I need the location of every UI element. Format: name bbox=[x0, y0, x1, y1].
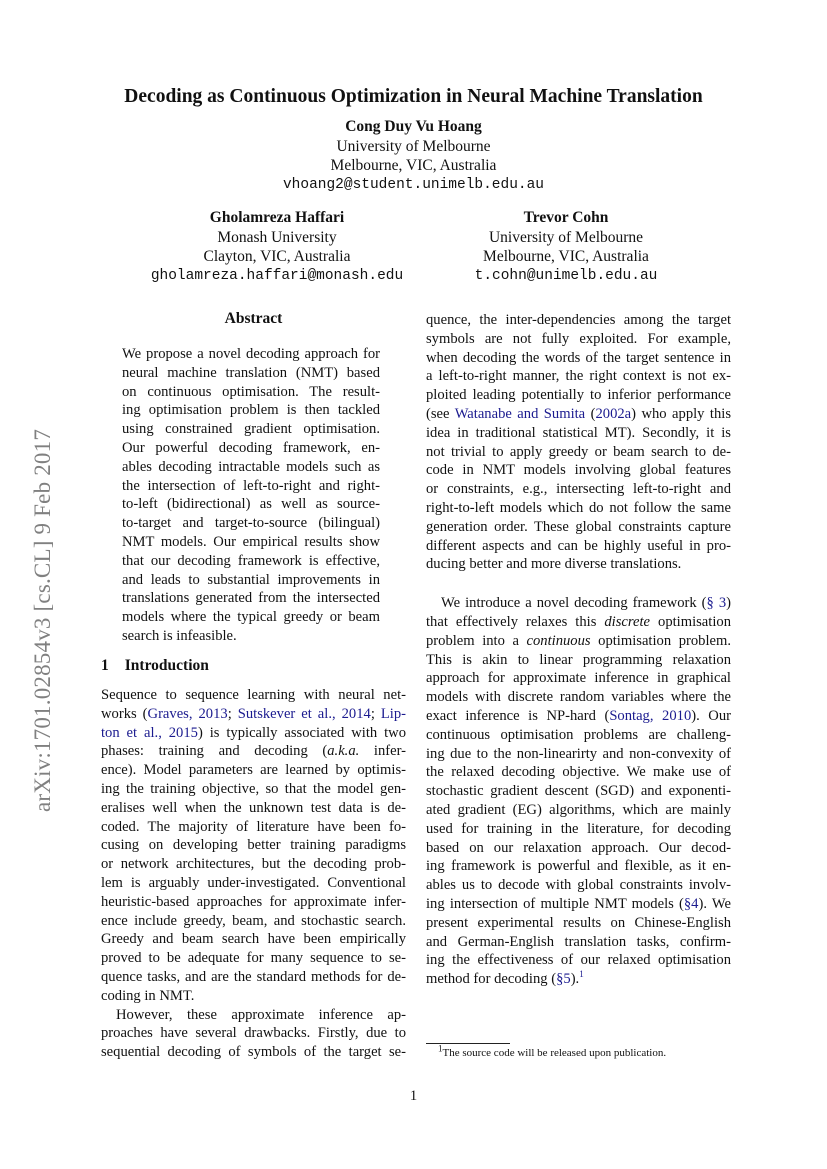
text-segment: ( bbox=[585, 405, 596, 422]
text-line: right-to-left models which do not follow the same bbox=[426, 499, 731, 516]
text-line: ing due to the non-linearirty and non-convexity of bbox=[426, 745, 731, 762]
text-segment: problem into a bbox=[426, 632, 527, 649]
text-line: lem is arguably under-investigated. Conventional bbox=[101, 874, 406, 891]
paragraph bbox=[426, 311, 731, 574]
text-line: We propose a novel decoding approach for bbox=[122, 346, 380, 362]
text-segment: ; bbox=[370, 705, 381, 722]
text-line: sequential decoding of symbols of the target se- bbox=[101, 1044, 406, 1061]
text-line: ing the effectiveness of our relaxed optimisation bbox=[426, 952, 731, 969]
emphasis-text: a.k.a. bbox=[327, 743, 360, 760]
text-segment: ). bbox=[570, 971, 580, 988]
text-line bbox=[426, 632, 731, 651]
citation-link[interactable]: § 3 bbox=[706, 595, 727, 612]
text-line: search is infeasible. bbox=[122, 627, 237, 644]
text-line: based on our relaxation approach. Our decod- bbox=[426, 839, 731, 856]
text-line: symbols are not fully exploited. For example, bbox=[426, 330, 731, 347]
text-line: cusing on developing better training paradigms bbox=[101, 837, 406, 854]
arxiv-identifier-stamp: arXiv:1701.02854v3 [cs.CL] 9 Feb 2017 bbox=[30, 428, 55, 812]
emphasis-text: discrete bbox=[604, 613, 651, 630]
footnote-text: The source code will be released upon publication. bbox=[442, 1047, 667, 1059]
text-line: generation order. These global constraints capture bbox=[426, 518, 731, 535]
text-line: quence tasks, and are the standard methods for de- bbox=[101, 968, 406, 985]
text-segment: ) who apply this bbox=[631, 405, 731, 422]
citation-link[interactable]: Sontag, 2010 bbox=[609, 707, 692, 724]
text-segment: ). We bbox=[698, 895, 731, 912]
text-line bbox=[426, 970, 731, 989]
text-line: and leads to substantial improvements in bbox=[122, 571, 380, 588]
text-line: that our decoding framework is effective, bbox=[122, 552, 380, 569]
text-line: the relaxed decoding objective. We make use of bbox=[426, 764, 731, 781]
citation-link[interactable]: 2002a bbox=[595, 405, 632, 422]
text-line: ing framework is powerful and flexible, as it en- bbox=[426, 858, 731, 875]
paper-title: Decoding as Continuous Optimization in Neural Machine Translation bbox=[124, 86, 703, 107]
text-line: stochastic gradient descent (SGD) and exponenti- bbox=[426, 783, 731, 800]
text-segment: method for decoding ( bbox=[426, 971, 557, 988]
text-line: proaches have several drawbacks. Firstly, due to bbox=[101, 1025, 406, 1042]
text-line bbox=[426, 707, 731, 726]
text-line: ables us to decode with global constraints involv- bbox=[426, 877, 731, 894]
text-line: Sequence to sequence learning with neural net- bbox=[101, 687, 406, 703]
text-line: code in NMT models involving global features bbox=[426, 462, 731, 479]
text-line: ploited leading potentially to inferior performance bbox=[426, 387, 731, 404]
author-block-3 bbox=[416, 208, 716, 286]
abstract-heading: Abstract bbox=[224, 310, 283, 327]
text-line: quence, the inter-dependencies among the target bbox=[426, 312, 731, 328]
paragraph bbox=[101, 1006, 406, 1062]
author-location: Melbourne, VIC, Australia bbox=[483, 248, 649, 265]
author-email[interactable]: gholamreza.haffari@monash.edu bbox=[150, 267, 404, 284]
section-number: 1 bbox=[101, 657, 109, 674]
citation-link[interactable]: Watanabe and Sumita bbox=[454, 405, 586, 422]
text-line: translations generated from the intersected bbox=[122, 590, 380, 607]
author-name: Cong Duy Vu Hoang bbox=[345, 118, 482, 135]
text-line: different aspects and can be highly useful in pro- bbox=[426, 537, 731, 554]
text-line bbox=[426, 405, 731, 424]
citation-link[interactable]: Graves, 2013 bbox=[147, 705, 228, 722]
text-line: However, these approximate inference ap- bbox=[116, 1006, 406, 1023]
text-line: This is akin to linear programming relaxation bbox=[426, 651, 731, 668]
author-email[interactable]: vhoang2@student.unimelb.edu.au bbox=[282, 176, 545, 193]
text-line: eralises well when the unknown test data is de- bbox=[101, 799, 406, 816]
text-line: Our powerful decoding framework, en- bbox=[122, 439, 380, 456]
text-line: the intersection of left-to-right and right- bbox=[122, 477, 380, 494]
author-affiliation: University of Melbourne bbox=[336, 137, 491, 155]
author-location: Clayton, VIC, Australia bbox=[203, 248, 351, 265]
paragraph bbox=[101, 686, 406, 1006]
right-column-body bbox=[426, 311, 731, 989]
text-segment: ). Our bbox=[691, 707, 732, 724]
text-line: to-left (bidirectional) as well as source- bbox=[122, 496, 380, 513]
author-affiliation: Monash University bbox=[217, 228, 337, 246]
text-line: using constrained gradient optimisation. bbox=[122, 421, 380, 438]
section-title: Introduction bbox=[124, 657, 209, 674]
text-segment: ) bbox=[726, 595, 731, 612]
text-segment: ; bbox=[227, 705, 238, 722]
citation-link[interactable]: §4 bbox=[683, 895, 699, 912]
author-location: Melbourne, VIC, Australia bbox=[330, 157, 497, 174]
text-line: approach for approximate inference in graphical bbox=[426, 670, 731, 687]
author-affiliation: University of Melbourne bbox=[488, 228, 644, 246]
text-line: NMT models. Our empirical results show bbox=[122, 533, 380, 550]
section-heading-introduction bbox=[101, 657, 209, 675]
text-line: when decoding the words of the target sentence in bbox=[426, 349, 731, 366]
footnote-mark: 1 bbox=[438, 1043, 443, 1054]
text-line bbox=[426, 594, 731, 613]
text-line: continuous optimisation problems are challeng- bbox=[426, 726, 731, 743]
text-segment: ing intersection of multiple NMT models ( bbox=[426, 895, 684, 912]
author-name: Trevor Cohn bbox=[523, 209, 609, 226]
text-segment: optimisation bbox=[650, 613, 731, 630]
citation-link[interactable]: 1 bbox=[579, 969, 584, 980]
text-segment: ) is typically associated with two bbox=[197, 724, 406, 741]
text-line bbox=[101, 742, 406, 761]
text-line: proved to be adequate for many sequence to se- bbox=[101, 950, 406, 967]
text-segment: exact inference is NP-hard ( bbox=[426, 707, 610, 724]
text-line: used for training in the literature, for decoding bbox=[426, 820, 731, 837]
citation-link[interactable]: Sutskever et al., 2014 bbox=[237, 705, 371, 722]
author-name: Gholamreza Haffari bbox=[209, 209, 345, 226]
text-segment: (see bbox=[426, 405, 455, 422]
text-line: present experimental results on Chinese-English bbox=[426, 914, 731, 931]
intro-body bbox=[101, 686, 406, 1062]
text-line bbox=[101, 724, 406, 743]
text-line: models where the typical greedy or beam bbox=[122, 609, 380, 626]
text-line: ables decoding intractable models such as bbox=[122, 458, 380, 475]
text-line: and German-English translation tasks, confirm- bbox=[426, 933, 731, 950]
text-line: ence). Model parameters are learned by optimis- bbox=[101, 762, 406, 779]
footnote bbox=[426, 1043, 743, 1059]
text-line: on continuous optimisation. The result- bbox=[122, 383, 380, 400]
text-line: models with discrete random variables where the bbox=[426, 689, 731, 706]
text-line: coded. The majority of literature have been fo- bbox=[101, 818, 406, 835]
text-line: ated gradient (EG) algorithms, which are mainly bbox=[426, 801, 731, 818]
text-line: or constraints, e.g., intersecting left-to-right and bbox=[426, 481, 731, 498]
text-line: ing the training objective, so that the model gen- bbox=[101, 780, 406, 797]
citation-link[interactable]: §5 bbox=[556, 971, 571, 988]
text-line: a left-to-right manner, the right context is not ex- bbox=[426, 368, 731, 385]
text-line: ence include greedy, beam, and stochastic search. bbox=[101, 912, 406, 929]
text-line: to-target and target-to-source (bilingual) bbox=[122, 515, 380, 532]
text-segment: works ( bbox=[101, 705, 148, 722]
text-segment: phases: training and decoding ( bbox=[101, 743, 328, 760]
author-email[interactable]: t.cohn@unimelb.edu.au bbox=[474, 267, 658, 284]
citation-link[interactable]: Lip- bbox=[380, 705, 406, 722]
emphasis-text: continuous bbox=[526, 632, 591, 649]
text-line: coding in NMT. bbox=[101, 987, 195, 1004]
text-line: Greedy and beam search have been empirically bbox=[101, 931, 406, 948]
author-block-2 bbox=[127, 208, 427, 286]
text-line bbox=[426, 613, 731, 632]
text-line bbox=[101, 705, 406, 724]
page-number: 1 bbox=[409, 1088, 418, 1104]
text-line: ducing better and more diverse translations. bbox=[426, 556, 682, 573]
text-line bbox=[426, 895, 731, 914]
text-line: or network architectures, but the decoding prob- bbox=[101, 856, 406, 873]
text-segment: that effectively relaxes this bbox=[426, 613, 605, 630]
text-line: heuristic-based approaches for approximate infer- bbox=[101, 893, 406, 910]
text-segment: infer- bbox=[359, 743, 407, 760]
author-block-1 bbox=[0, 117, 827, 195]
text-segment: We introduce a novel decoding framework ( bbox=[441, 595, 707, 612]
citation-link[interactable]: ton et al., 2015 bbox=[101, 724, 198, 741]
paragraph bbox=[426, 594, 731, 989]
text-line: idea in traditional statistical MT). Secondly, it is bbox=[426, 424, 731, 441]
text-line: neural machine translation (NMT) based bbox=[122, 364, 380, 381]
abstract-body bbox=[122, 345, 380, 646]
text-line: not trivial to apply greedy or beam search to de- bbox=[426, 443, 731, 460]
text-line: ing optimisation problem is then tackled bbox=[122, 402, 380, 419]
text-segment: optimisation problem. bbox=[590, 632, 731, 649]
